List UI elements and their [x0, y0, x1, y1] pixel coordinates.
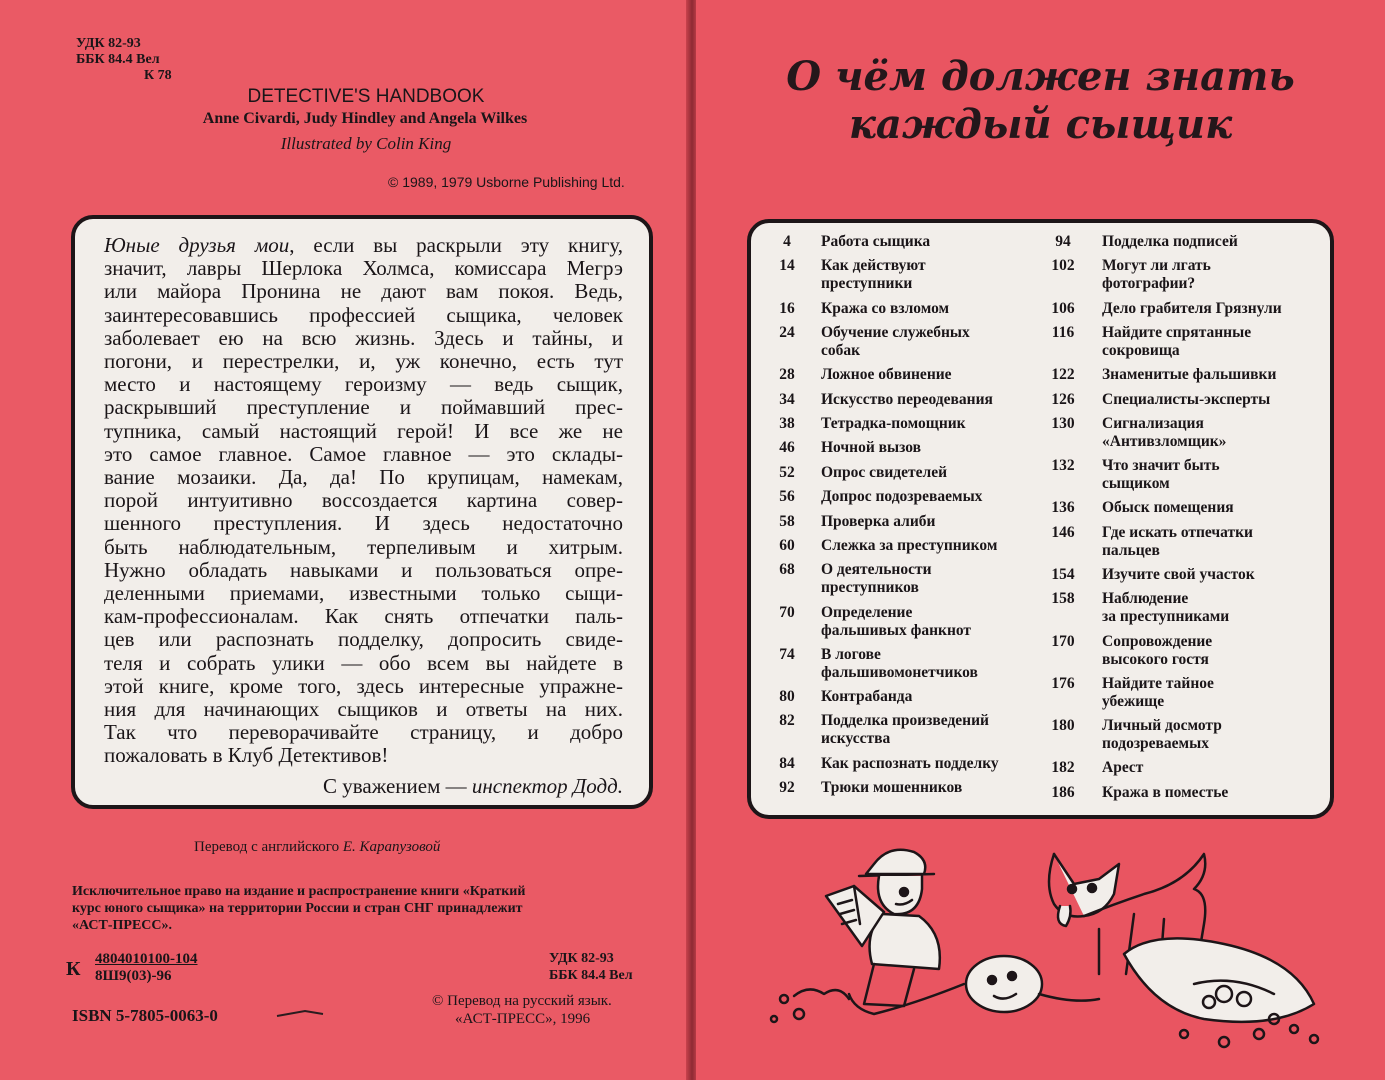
toc-entry-title: Проверка алиби — [821, 512, 936, 530]
toc-entry-title: Обучение служебных собак — [821, 324, 970, 359]
authors: Anne Civardi, Judy Hindley and Angela Wilkes — [202, 110, 528, 127]
left-page — [0, 0, 688, 1080]
toc-page-number: 126 — [1051, 390, 1075, 408]
isbn: ISBN 5-7805-0063-0 — [72, 1006, 218, 1025]
toc-entry-title: Ложное обвинение — [821, 366, 952, 384]
intro-box — [71, 215, 653, 809]
intro-text — [104, 234, 623, 768]
rights-line-3: «АСТ-ПРЕСС». — [72, 918, 173, 933]
toc-page-number: 116 — [1051, 324, 1075, 341]
intro-line: заболевает ею на всю жизнь. Здесь и тайны, и — [104, 325, 623, 350]
toc-entry-title: Обыск помещения — [1102, 499, 1234, 517]
pen-stroke-mark — [275, 1002, 325, 1022]
intro-line: заинтересовавшись профессией сыщика, человек — [104, 302, 623, 327]
toc-entry-title: Работа сыщика — [821, 233, 931, 250]
toc-entry-title: Определение фальшивых фанкнот — [821, 603, 972, 639]
heading-line-1: О чём должен знать — [786, 53, 1295, 100]
toc-entry-title: Как действуют преступники — [821, 257, 926, 293]
original-title: DETECTIVE'S HANDBOOK — [247, 86, 485, 107]
toc-page-number: 92 — [779, 779, 795, 796]
intro-line: быть наблюдательным, терпеливым и хитрым. — [104, 534, 623, 559]
toc-page-number: 154 — [1051, 566, 1075, 583]
intro-line: пожаловать в Клуб Детективов! — [104, 743, 389, 768]
toc-entry-title: Допрос подозреваемых — [821, 488, 983, 506]
toc-page-number: 186 — [1051, 783, 1075, 801]
toc-page-number: 14 — [779, 257, 795, 275]
udk-top: УДК 82-93 — [76, 36, 141, 51]
intro-line: этой книге, кроме того, здесь интересные упражне- — [104, 673, 623, 698]
intro-line: Юные друзья мои, если вы раскрыли эту книгу, — [104, 233, 623, 257]
intro-line: место и настоящему героизму — ведь сыщик, — [104, 372, 623, 397]
toc-page-number: 68 — [779, 561, 795, 579]
intro-line: порой интуитивно воссоздается картина совер- — [104, 488, 623, 513]
translator-name: Е. Карапузовой — [342, 839, 441, 855]
toc-entry-title: Личный досмотр подозреваемых — [1102, 717, 1222, 752]
toc-page-number: 102 — [1051, 257, 1075, 275]
toc-entry-title: Дело грабителя Грязнули — [1102, 299, 1282, 317]
toc-page-number: 34 — [779, 390, 795, 408]
toc-entry-title: Сопровождение высокого гостя — [1102, 632, 1213, 668]
intro-line: деленными приемами, известными только сыщи- — [104, 581, 623, 606]
intro-line: шенного преступления. И здесь недостаточно — [104, 511, 623, 536]
toc-page-number: 52 — [779, 463, 795, 481]
toc-entry-title: Наблюдение за преступниками — [1102, 590, 1230, 626]
rights-line-1: Исключительное право на издание и распространение книги «Краткий — [72, 884, 526, 899]
toc-entry-title: Могут ли лгать фотографии? — [1102, 257, 1211, 293]
k-letter: К — [66, 958, 81, 980]
udk-bottom: УДК 82-93 — [549, 951, 614, 966]
toc-entry-title: Трюки мошенников — [821, 779, 963, 796]
toc-page-number: 94 — [1055, 233, 1071, 250]
illustrator: Illustrated by Colin King — [280, 134, 452, 153]
intro-line: ния для начинающих сыщиков и ответы на них. — [104, 697, 623, 722]
heading-line-2: каждый сыщик — [848, 101, 1233, 148]
toc-page-number: 28 — [779, 366, 795, 384]
toc-page-number: 58 — [779, 512, 795, 530]
toc-entry-title: Сигнализация «Антивзломщик» — [1102, 415, 1227, 450]
signature — [104, 774, 623, 799]
toc-box — [747, 219, 1334, 819]
toc-page-number: 82 — [779, 712, 795, 730]
toc-page-number: 4 — [783, 233, 791, 250]
toc-entry-title: Где искать отпечатки пальцев — [1102, 523, 1253, 559]
toc-page-number: 182 — [1051, 759, 1075, 777]
detective-dog-illustration — [754, 834, 1334, 1064]
toc-page-number: 38 — [779, 415, 795, 432]
toc-page-number: 60 — [779, 537, 795, 554]
signature-name: инспектор Додд. — [471, 773, 623, 798]
toc-page-number: 16 — [779, 299, 795, 317]
toc-page-number: 130 — [1051, 415, 1075, 432]
k-code-2: 8Ш9(03)-96 — [95, 968, 172, 984]
intro-line: Так что переворачивайте страницу, и добро — [104, 720, 623, 745]
toc-entry-title: Изучите свой участок — [1102, 566, 1255, 583]
toc-page-number: 24 — [779, 324, 795, 341]
toc-entry-title: В логове фальшивомонетчиков — [821, 645, 978, 681]
toc-page-number: 170 — [1051, 632, 1075, 650]
toc-page-number: 80 — [779, 688, 795, 705]
translation-credit — [194, 839, 440, 856]
intro-line: раскрывший преступление и поймавший прес- — [104, 395, 623, 420]
toc-page-number: 56 — [779, 488, 795, 506]
intro-line: это самое главное. Самое главное — это склады- — [104, 441, 623, 466]
toc-entry-title: Арест — [1102, 759, 1144, 777]
intro-line: кам-профессионалам. Как снять отпечатки паль- — [104, 604, 623, 629]
rights-line-2: курс юного сыщика» на территории России и стран СНГ принадлежит — [72, 901, 523, 916]
toc-entry-title: Контрабанда — [821, 688, 913, 705]
right-page — [696, 0, 1385, 1080]
intro-line: тупника, самый настоящий герой! И все же не — [104, 418, 623, 443]
toc-entry-title: Ночной вызов — [821, 439, 921, 457]
intro-line: цев или распознать подделку, допросить свиде- — [104, 627, 623, 652]
intro-line: значит, лавры Шерлока Холмса, комиссара Мегрэ — [104, 256, 623, 281]
intro-line: Нужно обладать навыками и пользоваться опре- — [104, 557, 623, 582]
toc-entry-title: Как распознать подделку — [821, 754, 999, 772]
toc-page-number: 176 — [1051, 674, 1075, 692]
toc-entry-title: О деятельности преступников — [821, 561, 932, 597]
toc-page-number: 136 — [1051, 499, 1075, 517]
toc-page-number: 46 — [779, 439, 795, 457]
translation-copyright-1: © Перевод на русский язык. — [432, 993, 612, 1009]
toc-page-number: 84 — [779, 754, 795, 772]
toc-entry-title: Кража в поместье — [1102, 783, 1229, 801]
toc-entry-title: Слежка за преступником — [821, 537, 998, 554]
translation-prefix: Перевод с английского — [194, 839, 343, 855]
toc-entry-title: Опрос свидетелей — [821, 463, 948, 481]
toc-entry-title: Искусство переодевания — [821, 390, 993, 408]
toc-entry-title: Подделка произведений искусства — [821, 712, 989, 748]
toc-entry-title: Тетрадка-помощник — [821, 415, 966, 432]
intro-line: погони, и перестрелки, и, уж конечно, есть тут — [104, 349, 623, 374]
toc-page-number: 180 — [1051, 717, 1075, 734]
intro-line: вание мозаики. Да, да! По крупицам, намекам, — [104, 465, 623, 490]
k-code-top: К 78 — [144, 68, 172, 83]
toc-page-number: 70 — [779, 603, 795, 621]
signature-prefix: С уважением — — [323, 773, 472, 798]
toc-entry-title: Кража со взломом — [821, 299, 950, 317]
toc-page-number: 158 — [1051, 590, 1075, 608]
toc-page-number: 74 — [779, 645, 795, 663]
toc-entry-title: Знаменитые фальшивки — [1102, 366, 1277, 384]
toc-page-number: 122 — [1051, 366, 1075, 384]
bbk-top: ББК 84.4 Вел — [76, 52, 160, 67]
k-code-1: 4804010100-104 — [95, 951, 198, 967]
translation-copyright-2: «АСТ-ПРЕСС», 1996 — [455, 1011, 591, 1027]
toc-entry-title: Подделка подписей — [1102, 233, 1238, 250]
copyright: © 1989, 1979 Usborne Publishing Ltd. — [388, 174, 625, 190]
toc-page-number: 146 — [1051, 523, 1075, 541]
toc-entry-title: Найдите спрятанные сокровища — [1102, 324, 1252, 359]
toc-entry-title: Найдите тайное убежище — [1102, 674, 1214, 710]
toc-page-number: 106 — [1051, 299, 1075, 317]
intro-line: или майора Пронина не дают вам покоя. Ведь, — [104, 279, 623, 304]
bbk-bottom: ББК 84.4 Вел — [549, 968, 633, 983]
toc-entry-title: Что значит быть сыщиком — [1102, 457, 1220, 493]
toc-page-number: 132 — [1051, 457, 1075, 475]
intro-line: теля и собрать улики — обо всем вы найдете в — [104, 650, 623, 675]
toc-entry-title: Специалисты-эксперты — [1102, 390, 1271, 408]
